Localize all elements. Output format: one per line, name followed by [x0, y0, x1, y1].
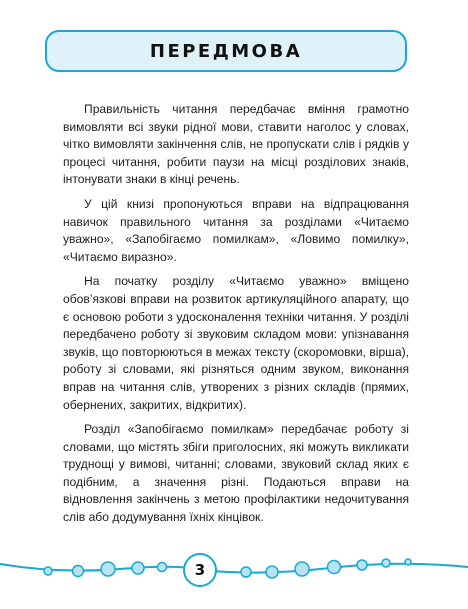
footer-dot	[357, 560, 367, 570]
page-title: ПЕРЕДМОВА	[149, 40, 303, 62]
paragraph: Правильність читання передбачає вміння грамотно вимовляти всі звуки рідної мови, ставити наголос у словах, чітко вимовляти закінчення слів, не пропускати слів і рядків у процесі читання, робити паузи на місці розділових знаків, інтонувати знаки в кінці речень.	[63, 102, 409, 187]
footer-dot	[328, 561, 341, 574]
footer-decoration	[0, 540, 468, 590]
footer-dot	[295, 562, 309, 576]
paragraph: У цій книзі пропонуються вправи на відпрацювання навичок правильного читання за розділами «Читаємо уважно», «Запобігаємо помилкам», «Ловимо помилку», «Читаємо виразно».	[63, 196, 409, 264]
paragraph: Розділ «Запобігаємо помилкам» передбачає роботу зі словами, що містять збіги приголосних, які можуть викликати труднощі у вимові, читанні; словами, звуковий склад яких є подібним, а значення різні. Подаються вправи на відновлення закінчень з метою профілактики недочитування слів або додумування їхніх кінцівок.	[63, 422, 409, 525]
preface-text	[63, 101, 409, 534]
title-banner	[45, 30, 407, 72]
footer-wave-line	[0, 564, 468, 573]
footer-dot	[158, 563, 167, 572]
paragraph: На початку розділу «Читаємо уважно» вміщено обов’язкові вправи на розвиток артикуляційного апарату, що є основою роботи з удосконалення техніки читання. У розділі передбачено роботу зі звуковим складом мови: упізнавання звуків, що повторюються в межах тексту (скоромовки, вірша), роботу зі словами, які різняться одним звуком, виконання вправ на читання слів, утворених з різних складів (прямих, обернених, закритих, відкритих).	[63, 274, 409, 412]
footer-dot	[73, 566, 84, 577]
footer-dot	[382, 559, 390, 567]
footer-dot	[44, 567, 52, 575]
footer-dot	[266, 566, 278, 578]
footer-dot	[241, 567, 251, 577]
page-number: 3	[183, 553, 217, 587]
footer-dot	[101, 562, 115, 576]
footer-dot	[405, 559, 411, 565]
footer-dot	[132, 562, 144, 574]
